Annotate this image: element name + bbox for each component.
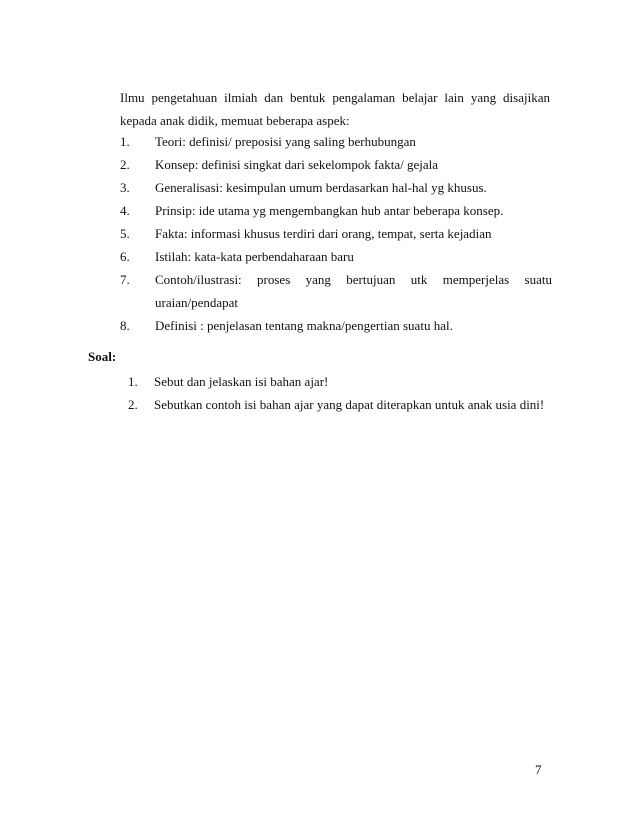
list-item <box>120 268 552 314</box>
list-item <box>120 245 552 268</box>
list-item-text: Istilah: kata-kata perbendaharaan baru <box>155 249 354 264</box>
list-number: 4. <box>120 203 130 218</box>
soal-heading: Soal: <box>88 349 117 364</box>
list-item <box>128 393 558 416</box>
list-item-text: Definisi : penjelasan tentang makna/pengertian suatu hal. <box>155 318 453 333</box>
list-item-text: Contoh/ilustrasi: proses yang bertujuan utk memperjelas suatu <box>155 272 552 287</box>
list-number: 3. <box>120 180 130 195</box>
list-number: 6. <box>120 249 130 264</box>
intro-line-2: kepada anak didik, memuat beberapa aspek: <box>120 113 350 128</box>
list-item-continuation: uraian/pendapat <box>155 295 239 310</box>
list-number: 2. <box>128 397 138 412</box>
list-item-text: Teori: definisi/ preposisi yang saling berhubungan <box>155 134 416 149</box>
list-item-text: Prinsip: ide utama yg mengembangkan hub antar beberapa konsep. <box>155 203 504 218</box>
question-list <box>128 370 558 416</box>
list-item <box>120 130 552 153</box>
list-number: 1. <box>128 374 138 389</box>
list-number: 1. <box>120 134 130 149</box>
list-item <box>120 222 552 245</box>
list-number: 5. <box>120 226 130 241</box>
list-number: 8. <box>120 318 130 333</box>
intro-line-1: Ilmu pengetahuan ilmiah dan bentuk pengalaman belajar lain yang disajikan <box>120 90 550 105</box>
list-item <box>120 176 552 199</box>
aspect-list <box>120 130 552 337</box>
list-number: 7. <box>120 272 130 287</box>
page-number: 7 <box>535 762 542 777</box>
list-number: 2. <box>120 157 130 172</box>
list-item <box>128 370 558 393</box>
list-item <box>120 199 552 222</box>
question-text: Sebutkan contoh isi bahan ajar yang dapat diterapkan untuk anak usia dini! <box>154 397 545 412</box>
list-item <box>120 153 552 176</box>
list-item <box>120 314 552 337</box>
question-text: Sebut dan jelaskan isi bahan ajar! <box>154 374 329 389</box>
intro-paragraph <box>120 86 550 132</box>
list-item-text: Konsep: definisi singkat dari sekelompok fakta/ gejala <box>155 157 439 172</box>
list-item-text: Generalisasi: kesimpulan umum berdasarkan hal-hal yg khusus. <box>155 180 487 195</box>
list-item-text: Fakta: informasi khusus terdiri dari orang, tempat, serta kejadian <box>155 226 492 241</box>
